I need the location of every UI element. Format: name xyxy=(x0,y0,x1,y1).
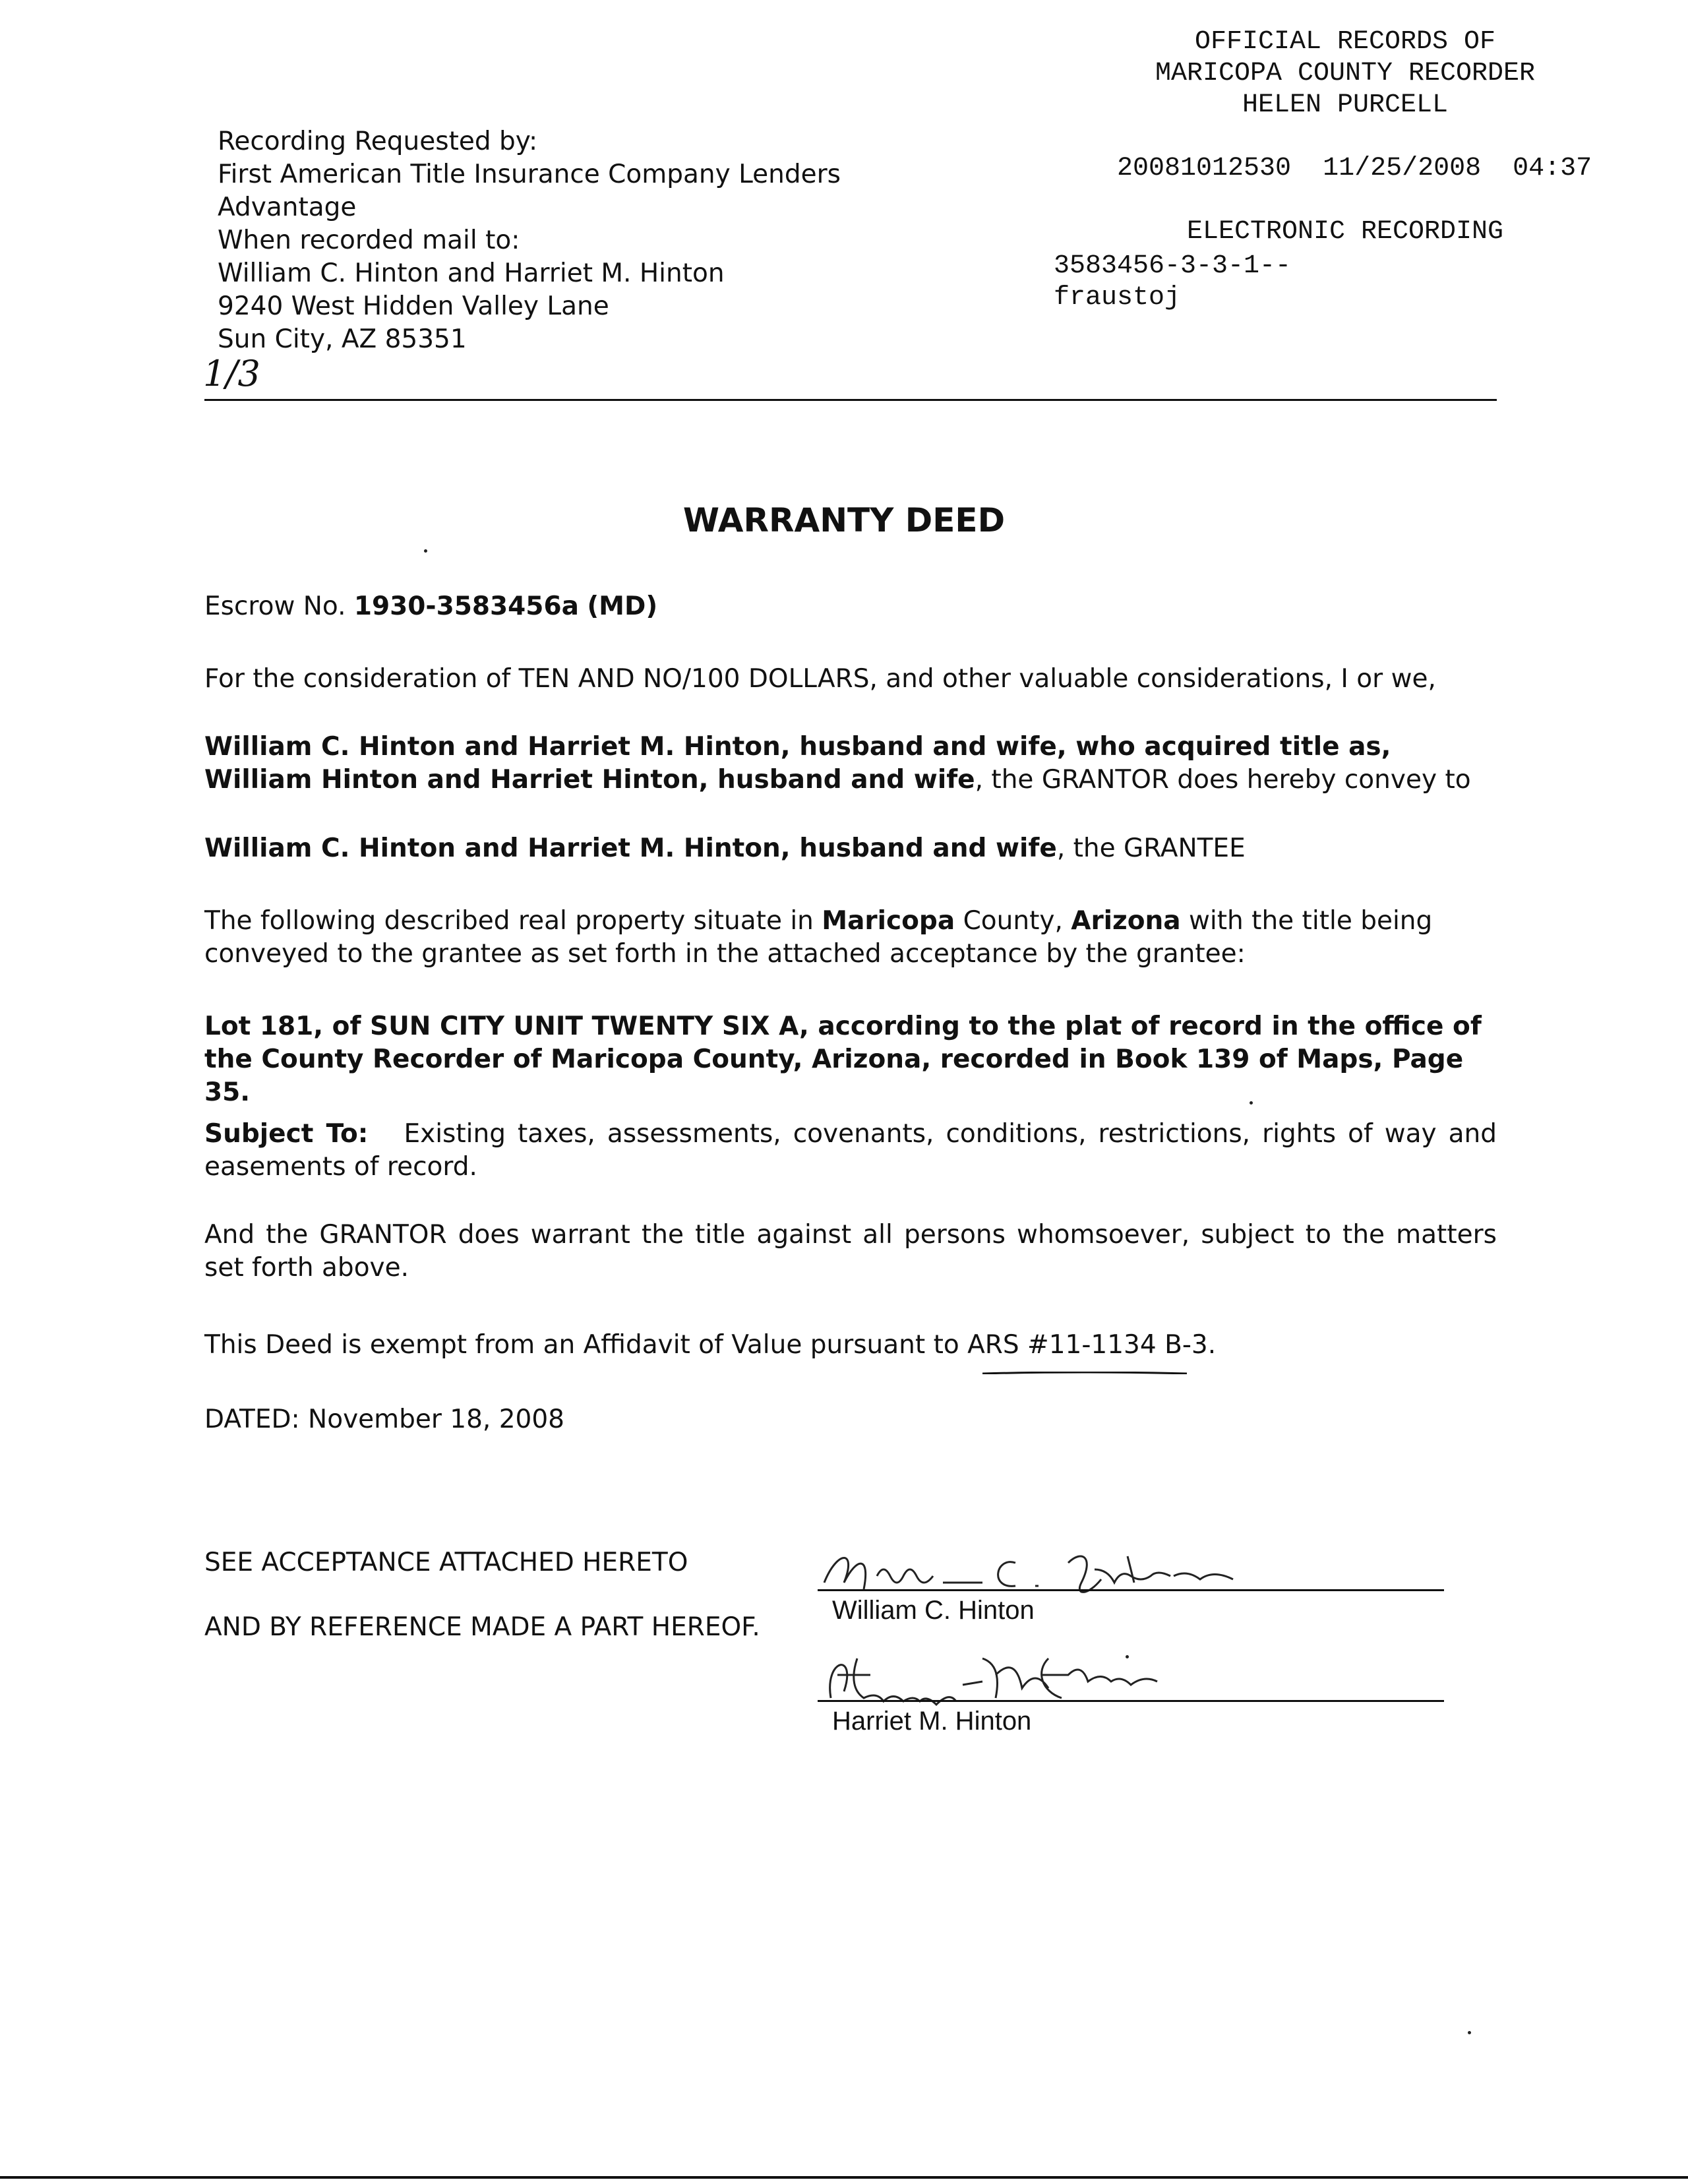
consideration-paragraph: For the consideration of TEN AND NO/100 DOLLARS, and other valuable considerations, I or we, xyxy=(204,664,1436,694)
property-mid: County, xyxy=(955,906,1071,936)
document-number: 20081012530 xyxy=(1117,154,1292,183)
handwritten-note: 1/3 xyxy=(203,353,260,394)
grantee-names: William C. Hinton and Harriet M. Hinton, husband and wife xyxy=(204,834,1057,863)
page-bottom-edge xyxy=(0,2176,1688,2179)
mail-label: When recorded mail to: xyxy=(218,226,520,255)
recorder-line-3: HELEN PURCELL xyxy=(1242,90,1449,120)
legal-description: Lot 181, of SUN CITY UNIT TWENTY SIX A, according to the plat of record in the office of the County Recorder of Maricopa County, Arizona, recorded in Book 139 of Maps, Page 35. xyxy=(204,1012,1482,1107)
recording-time: 04:37 xyxy=(1513,154,1592,183)
reference-code: 3583456-3-3-1-- xyxy=(1054,251,1292,281)
company-line-2: Advantage xyxy=(218,193,357,222)
signature-line-2 xyxy=(818,1700,1444,1702)
mail-name: William C. Hinton and Harriet M. Hinton xyxy=(218,258,725,288)
signature-line-1 xyxy=(818,1589,1444,1591)
property-paragraph xyxy=(204,905,1497,971)
grantor-names: William C. Hinton and Harriet M. Hinton, husband and wife, who acquired title as, William Hinton and Harriet Hinton, husband and wife xyxy=(204,732,1391,795)
grantee-tail: , the GRANTEE xyxy=(1056,834,1246,863)
property-county: Maricopa xyxy=(822,906,955,936)
recorder-stamp xyxy=(1029,26,1662,248)
scan-speck xyxy=(1250,1101,1253,1105)
escrow-label: Escrow No. xyxy=(204,592,346,621)
recorder-line-4 xyxy=(1029,121,1662,216)
signer-1-name: William C. Hinton xyxy=(832,1596,1035,1625)
recorder-line-1: OFFICIAL RECORDS OF xyxy=(1194,27,1496,57)
acceptance-block xyxy=(204,1546,760,1644)
subject-to-text: Existing taxes, assessments, covenants, conditions, restrictions, rights of way and easements of record. xyxy=(204,1119,1497,1182)
requested-label: Recording Requested by: xyxy=(218,127,538,156)
scan-speck xyxy=(424,549,427,553)
recorder-ids xyxy=(1054,251,1291,314)
recorder-line-5: ELECTRONIC RECORDING xyxy=(1186,217,1504,247)
grantee-paragraph xyxy=(204,832,1497,865)
clerk-id: fraustoj xyxy=(1054,283,1181,313)
property-pre: The following described real property situate in xyxy=(204,906,822,936)
recording-date: 11/25/2008 xyxy=(1323,154,1482,183)
property-state: Arizona xyxy=(1071,906,1181,936)
recorder-line-2: MARICOPA COUNTY RECORDER xyxy=(1155,59,1536,88)
handwritten-underline xyxy=(982,1372,1187,1374)
document-title: WARRANTY DEED xyxy=(682,501,1006,539)
mail-city: Sun City, AZ 85351 xyxy=(218,324,467,354)
acceptance-line-2: AND BY REFERENCE MADE A PART HEREOF. xyxy=(204,1612,760,1642)
scan-speck xyxy=(1126,1655,1129,1658)
recording-requested-block xyxy=(218,125,841,356)
escrow-line xyxy=(204,590,1497,623)
mail-street: 9240 West Hidden Valley Lane xyxy=(218,291,609,321)
exemption-paragraph: This Deed is exempt from an Affidavit of Value pursuant to ARS #11-1134 B-3. xyxy=(204,1330,1217,1360)
subject-to-label: Subject To: xyxy=(204,1119,369,1149)
acceptance-line-1: SEE ACCEPTANCE ATTACHED HERETO xyxy=(204,1548,688,1577)
escrow-number: 1930-3583456a xyxy=(353,592,579,621)
scan-speck xyxy=(1468,2031,1471,2034)
warrant-paragraph: And the GRANTOR does warrant the title against all persons whomsoever, subject to the matters set forth above. xyxy=(204,1220,1497,1283)
grantor-tail: , the GRANTOR does hereby convey to xyxy=(975,765,1471,795)
grantor-paragraph xyxy=(204,731,1497,797)
company-line-1: First American Title Insurance Company Lenders xyxy=(218,160,841,189)
header-divider xyxy=(204,399,1497,401)
escrow-suffix: (MD) xyxy=(587,592,658,621)
property-post: with the title being conveyed to the grantee as set forth in the attached acceptance by the grantee: xyxy=(204,906,1433,969)
signer-2-name: Harriet M. Hinton xyxy=(832,1707,1032,1736)
dated-line: DATED: November 18, 2008 xyxy=(204,1405,564,1434)
subject-to-paragraph xyxy=(204,1118,1497,1184)
